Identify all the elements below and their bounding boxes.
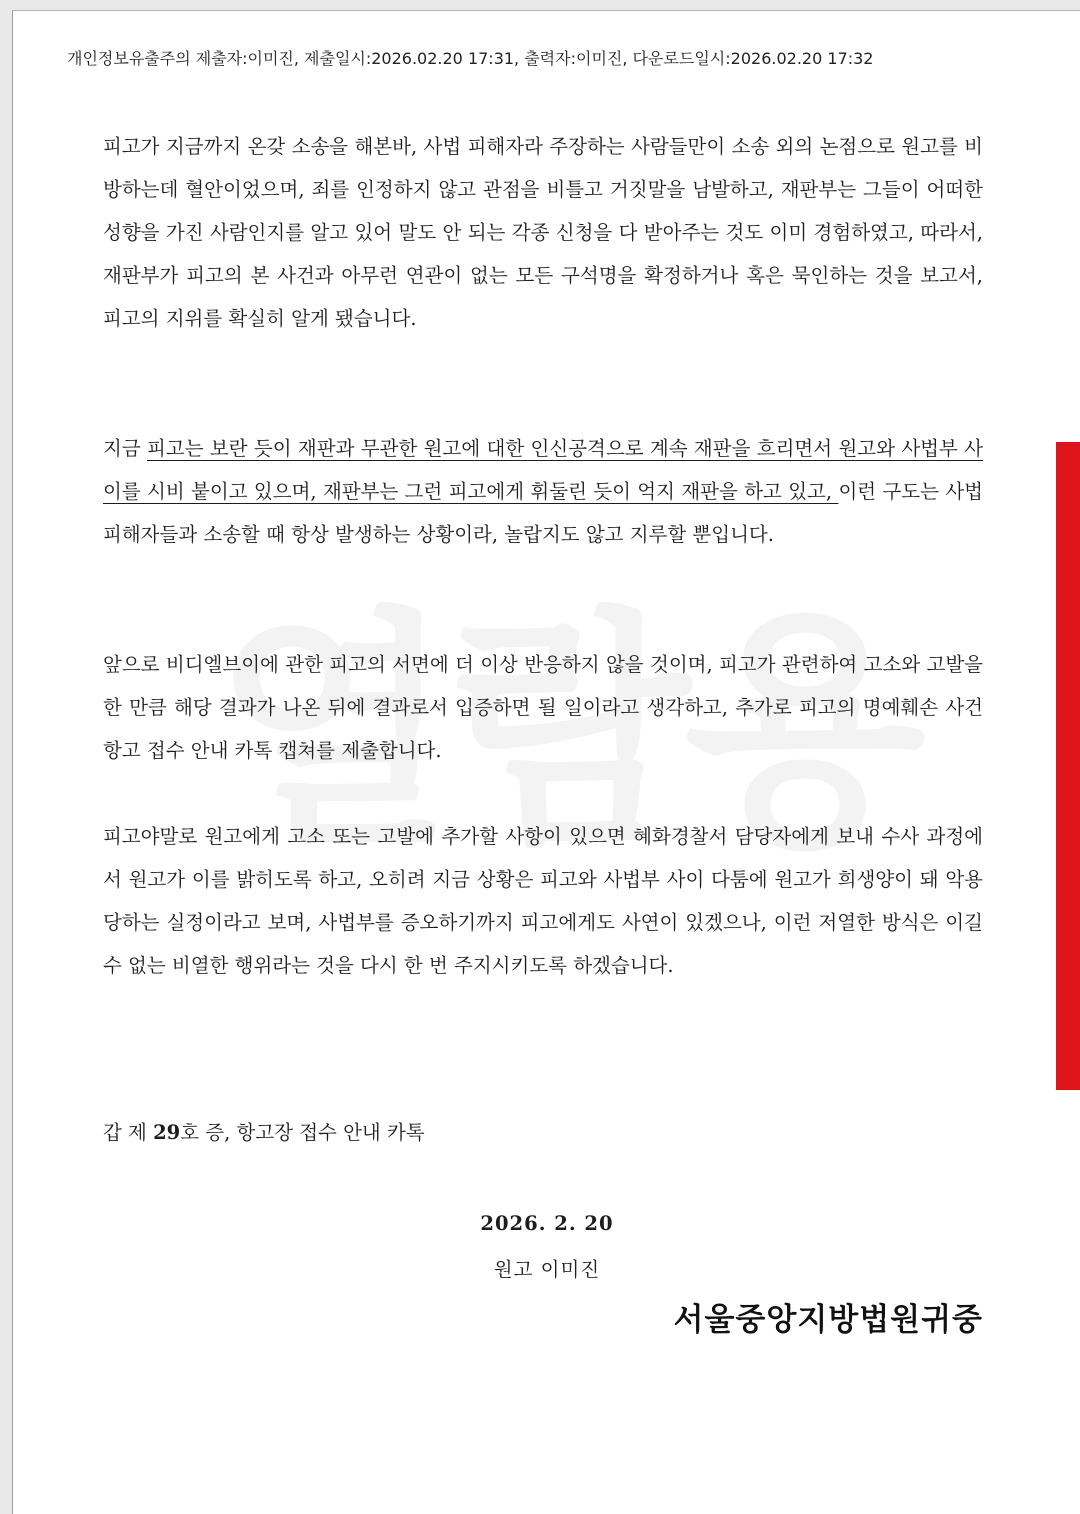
paragraph-2-lead: 지금 (103, 437, 148, 460)
document-page (12, 10, 1080, 1514)
paragraph-3: 앞으로 비디엘브이에 관한 피고의 서면에 더 이상 반응하지 않을 것이며, 피고가 관련하여 고소와 고발을 한 만큼 해당 결과가 나온 뒤에 결과로서 입증하면 될 일이라고 생각하고, 추가로 피고의 명예훼손 사건 항고 접수 안내 카톡 캡쳐를 제출합니다. (103, 653, 983, 762)
paragraph-4: 피고야말로 원고에게 고소 또는 고발에 추가할 사항이 있으면 혜화경찰서 담당자에게 보내 수사 과정에서 원고가 이를 밝히도록 하고, 오히려 지금 상황은 피고와 사법부 사이 다툼에 원고가 희생양이 돼 악용당하는 실정이라고 보며, 사법부를 증오하기까지 피고에게도 사연이 있겠으나, 이런 저열한 방식은 이길 수 없는 비열한 행위라는 것을 다시 한 번 주지시키도록 하겠습니다. (103, 825, 983, 977)
exhibit-prefix: 갑 제 (103, 1121, 154, 1144)
plaintiff-name: 원고 이미진 (493, 1258, 601, 1281)
paragraph-1: 피고가 지금까지 온갖 소송을 해본바, 사법 피해자라 주장하는 사람들만이 소송 외의 논점으로 원고를 비방하는데 혈안이었으며, 죄를 인정하지 않고 관점을 비틀고 거짓말을 남발하고, 재판부는 그들이 어떠한 성향을 가진 사람인지를 알고 있어 말도 안 되는 각종 신청을 다 받아주는 것도 이미 경험하였고, 따라서, 재판부가 피고의 본 사건과 아무런 연관이 없는 모든 구석명을 확정하거나 혹은 묵인하는 것을 보고서, 피고의 지위를 확실히 알게 됐습니다. (103, 135, 983, 330)
exhibit-number: 29 (153, 1121, 181, 1144)
filing-date: 2026. 2. 20 (480, 1212, 614, 1235)
document-header-info: 개인정보유출주의 제출자:이미진, 제출일시:2026.02.20 17:31, 출력자:이미진, 다운로드일시:2026.02.20 17:32 (67, 49, 874, 68)
court-addressee: 서울중앙지방법원귀중 (673, 1302, 983, 1338)
paragraph-2-tail: 이런 구도는 사법피해자들과 소송할 때 항상 발생하는 상황이라, 놀랍지도 않고 지루할 뿐입니다. (103, 480, 983, 546)
red-side-bar (1056, 442, 1080, 1090)
exhibit-reference (103, 1117, 425, 1145)
paragraph-2-underlined: 피고는 보란 듯이 재판과 무관한 원고에 대한 인신공격으로 계속 재판을 흐리면서 원고와 사법부 사이를 시비 붙이고 있으며, 재판부는 그런 피고에게 휘둘린 듯이 억지 재판을 하고 있고, (103, 437, 984, 503)
exhibit-suffix: 호 증, 항고장 접수 안내 카톡 (180, 1121, 425, 1144)
paragraph-2 (103, 427, 983, 556)
